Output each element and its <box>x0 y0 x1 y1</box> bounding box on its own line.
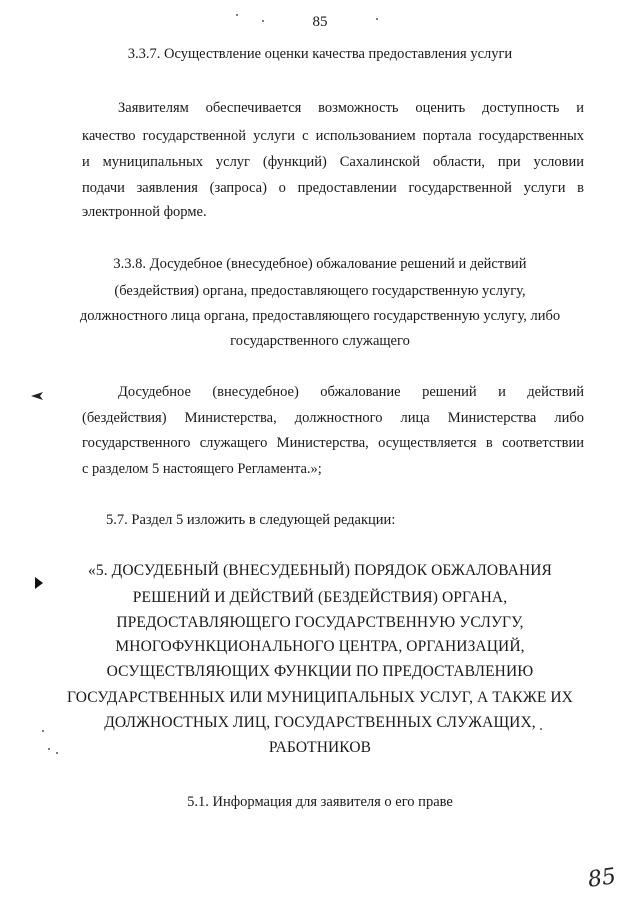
scan-speck <box>262 20 264 22</box>
section-heading-3-3-8-line: (бездействия) органа, предоставляющего государственную услугу, <box>114 283 526 299</box>
paragraph-line: (бездействия) Министерства, должностного лица Министерства либо <box>82 410 584 426</box>
section-heading-3-3-8-line: государственного служащего <box>230 333 410 349</box>
amendment-instruction: 5.7. Раздел 5 изложить в следующей редакции: <box>106 512 396 528</box>
paragraph-line: подачи заявления (запроса) о предоставлении государственной услуги в <box>82 180 584 196</box>
chapter-title-line: РЕШЕНИЙ И ДЕЙСТВИЙ (БЕЗДЕЙСТВИЯ) ОРГАНА, <box>132 589 508 606</box>
paragraph-line: качество государственной услуги с использованием портала государственных <box>82 128 584 144</box>
section-heading-3-3-8-line: должностного лица органа, предоставляющего государственную услугу, либо <box>79 308 561 324</box>
paragraph-line: Досудебное (внесудебное) обжалование решений и действий <box>118 384 584 400</box>
margin-arrow-icon <box>34 576 44 590</box>
subsection-heading-5-1: 5.1. Информация для заявителя о его праве <box>187 794 453 810</box>
chapter-title-line: МНОГОФУНКЦИОНАЛЬНОГО ЦЕНТРА, ОРГАНИЗАЦИЙ, <box>115 638 525 655</box>
section-heading-3-3-7: 3.3.7. Осуществление оценки качества предоставления услуги <box>127 46 513 62</box>
scan-speck <box>42 730 44 732</box>
chapter-title-line: ПРЕДОСТАВЛЯЮЩЕГО ГОСУДАРСТВЕННУЮ УСЛУГУ, <box>116 614 524 631</box>
scan-speck <box>540 728 542 730</box>
handwritten-page-number: 85 <box>586 864 618 893</box>
chapter-title-line: ДОЛЖНОСТНЫХ ЛИЦ, ГОСУДАРСТВЕННЫХ СЛУЖАЩИХ, <box>104 714 536 731</box>
margin-arrow-icon <box>30 390 46 402</box>
chapter-title-line: ГОСУДАРСТВЕННЫХ ИЛИ МУНИЦИПАЛЬНЫХ УСЛУГ, А ТАКЖЕ ИХ <box>67 689 573 706</box>
paragraph-line: и муниципальных услуг (функций) Сахалинской области, при условии <box>82 154 584 170</box>
section-heading-3-3-8-line: 3.3.8. Досудебное (внесудебное) обжалование решений и действий <box>113 256 527 272</box>
paragraph-line: с разделом 5 настоящего Регламента.»; <box>82 461 322 477</box>
chapter-title-line: ОСУЩЕСТВЛЯЮЩИХ ФУНКЦИИ ПО ПРЕДОСТАВЛЕНИЮ <box>106 663 534 680</box>
paragraph-line: Заявителям обеспечивается возможность оценить доступность и <box>118 100 584 116</box>
scan-speck <box>376 18 378 20</box>
chapter-title-line: «5. ДОСУДЕБНЫЙ (ВНЕСУДЕБНЫЙ) ПОРЯДОК ОБЖАЛОВАНИЯ <box>88 562 552 579</box>
scan-speck <box>56 752 58 754</box>
page-number: 85 <box>312 14 328 30</box>
scan-speck <box>48 748 50 750</box>
paragraph-line: электронной форме. <box>82 204 207 220</box>
paragraph-line: государственного служащего Министерства, осуществляется в соответствии <box>82 435 584 451</box>
scan-speck <box>236 14 238 16</box>
chapter-title-line: РАБОТНИКОВ <box>268 739 372 756</box>
